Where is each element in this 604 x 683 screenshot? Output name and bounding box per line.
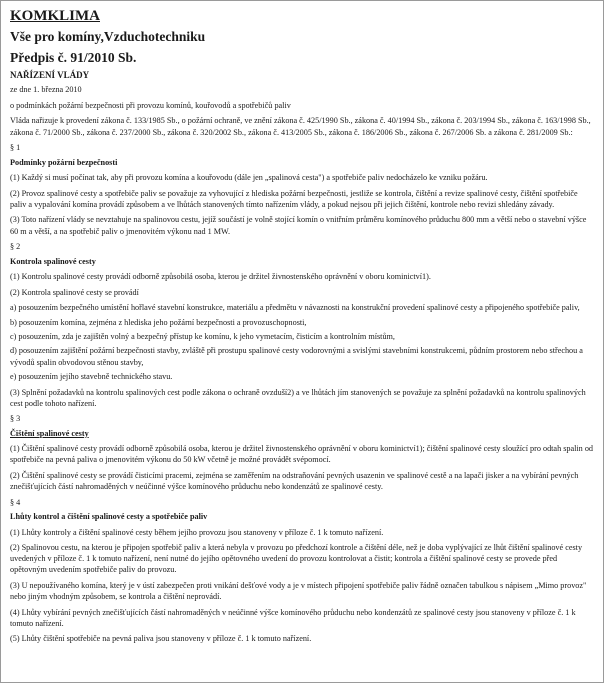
section-4-paragraph: (1) Lhůty kontroly a čištění spalinové cesty během jejího provozu jsou stanoveny v příloze č. 1 k tomuto nařízení. <box>10 527 384 537</box>
document-type: NAŘÍZENÍ VLÁDY <box>10 70 90 80</box>
section-4-paragraph: (5) Lhůty čištění spotřebiče na pevná paliva jsou stanoveny v příloze č. 1 k tomuto nařízení. <box>10 634 312 644</box>
section-4-paragraph: (4) Lhůty vybírání pevných znečišťujících částí nahromaděných v neúčinné výšce komínového průduchu nebo kondenzátů ze spalinové cesty jsou stanoveny v příloze č. 1 k tomuto nařízení. <box>10 607 576 628</box>
section-4-number: § 4 <box>10 497 21 507</box>
section-2-list-item: e) posouzením jejího stavebně technického stavu. <box>10 371 173 381</box>
brand-name: KOMKLIMA <box>10 8 100 24</box>
section-2-list-item: b) posouzením komína, zejména z hlediska jeho požární bezpečnosti a provozuschopnosti, <box>10 317 307 327</box>
section-3-paragraph: (2) Čištění spalinové cesty se provádí čisticími pracemi, zejména se zaměřením na odstraňování pevných usazenin ve spalinové cestě a na lapači jisker a na vybírání pevných znečišťujících částí nahromaděných v neúčinné výšce komínového průduchu nebo kondenzátů ze spalinové cesty. <box>10 470 579 491</box>
section-1-paragraph: (2) Provoz spalinové cesty a spotřebiče paliv se považuje za vyhovující z hlediska požární bezpečnosti, jestliže se kontrola, čištění a revize spalinové cesty, čištění spotřebiče paliv a vypalování komína provádí způsobem a ve lhůtách stanovených tímto nařízením vlády, a pokud nejsou při jejich čištění, kontrole nebo revizi shledány závady. <box>10 188 578 209</box>
section-4-paragraph: (2) Spalinovou cestu, na kterou je připojen spotřebič paliv a která nebyla v provozu po předchozí kontrole a čištění déle, než je doba vyplývající ze lhůt čištění spalinové cesty uvedených v příloze č. 1 k tomuto nařízení, není nutné do jejího opětovného uvedení do provozu kontrolovat a čistit; kontrola a čištění spalinové cesty se provede před opětovným uvedením spotřebiče paliv do provozu. <box>10 543 583 575</box>
section-1-number: § 1 <box>10 143 21 153</box>
section-3-paragraph: (1) Čištění spalinové cesty provádí odborně způsobilá osoba, kterou je držitel živnostenského oprávnění v oboru kominictví1); čištění spalinové cesty sloužící pro odtah spalin od spotřebiče na pevná paliva o jmenovitém výkonu do 50 kW včetně je možné provádět svépomocí. <box>10 444 594 465</box>
section-1-heading: Podmínky požární bezpečnosti <box>10 157 118 167</box>
section-1-paragraph: (3) Toto nařízení vlády se nevztahuje na spalinovou cestu, jejíž součástí je volně stojící komín o vnitřním průměru komínového průduchu 800 mm a větší nebo o stavební výšce 60 m a větší, a na spotřebič paliv o jmenovitém výkonu nad 1 MW. <box>10 215 587 236</box>
section-4-paragraph: (3) U nepoužívaného komína, který je v ústí zabezpečen proti vnikání dešťové vody a je v místech připojení spotřebiče paliv řádně označen tabulkou s nápisem „Mimo provoz" nebo jiným vhodným způsobem, se kontrola a čištění neprovádí. <box>10 580 587 602</box>
section-2-paragraph: (2) Kontrola spalinové cesty se provádí <box>10 287 139 297</box>
brand-subtitle: Vše pro komíny,Vzduchotechniku <box>10 29 206 44</box>
section-4-heading: Lhůty kontrol a čištění spalinové cesty a spotřebiče paliv <box>10 511 208 521</box>
section-2-paragraph: (3) Splnění požadavků na kontrolu spalinových cest podle zákona o ochraně ovzduší2) a ve lhůtách jím stanovených se považuje za splnění požadavků na kontrolu spalinových cest podle tohoto nařízení. <box>10 387 586 408</box>
section-2-number: § 2 <box>10 242 21 252</box>
section-2-list-item: c) posouzením, zda je zajištěn volný a bezpečný přístup ke komínu, k jeho vymetacím, čisticím a kontrolním místům, <box>10 332 395 342</box>
preamble: Vláda nařizuje k provedení zákona č. 133/1985 Sb., o požární ochraně, ve znění zákona č. 425/1990 Sb., zákona č. 40/1994 Sb., zákona č. 203/1994 Sb., zákona č. 163/1998 Sb., zákona č. 71/2000 Sb., zákona č. 237/2000 Sb., zákona č. 320/2002 Sb., zákona č. 413/2005 Sb., zákona č. 186/2006 Sb., zákona č. 267/2006 Sb. a zákona č. 281/2009 Sb.: <box>10 116 591 137</box>
section-2-heading: Kontrola spalinové cesty <box>10 256 96 266</box>
document-date: ze dne 1. března 2010 <box>10 85 82 95</box>
section-2-list-item: a) posouzením bezpečného umístění hořlavé stavební konstrukce, materiálu a předmětu v návaznosti na konstrukční provedení spalinové cesty a připojeného spotřebiče paliv, <box>10 303 580 313</box>
section-3-number: § 3 <box>10 414 21 424</box>
section-2-paragraph: (1) Kontrolu spalinové cesty provádí odborně způsobilá osoba, kterou je držitel živnostenského oprávnění v oboru kominictví1). <box>10 272 431 282</box>
section-3-heading: Čištění spalinové cesty <box>10 428 89 438</box>
regulation-number: Předpis č. 91/2010 Sb. <box>10 50 137 65</box>
section-1-paragraph: (1) Každý si musí počínat tak, aby při provozu komína a kouřovodu (dále jen „spalinová cesta") a spotřebiče paliv nedocházelo ke vzniku požáru. <box>10 173 488 183</box>
section-2-list-item: d) posouzením zajištění požární bezpečnosti stavby, zvláště při prostupu spalinové cesty vodorovnými a svislými stavebními konstrukcemi, půdním prostorem nebo střechou a vývodů spalin obvodovou stěnou stavby, <box>10 346 583 367</box>
document-title: o podmínkách požární bezpečnosti při provozu komínů, kouřovodů a spotřebičů paliv <box>10 100 291 110</box>
